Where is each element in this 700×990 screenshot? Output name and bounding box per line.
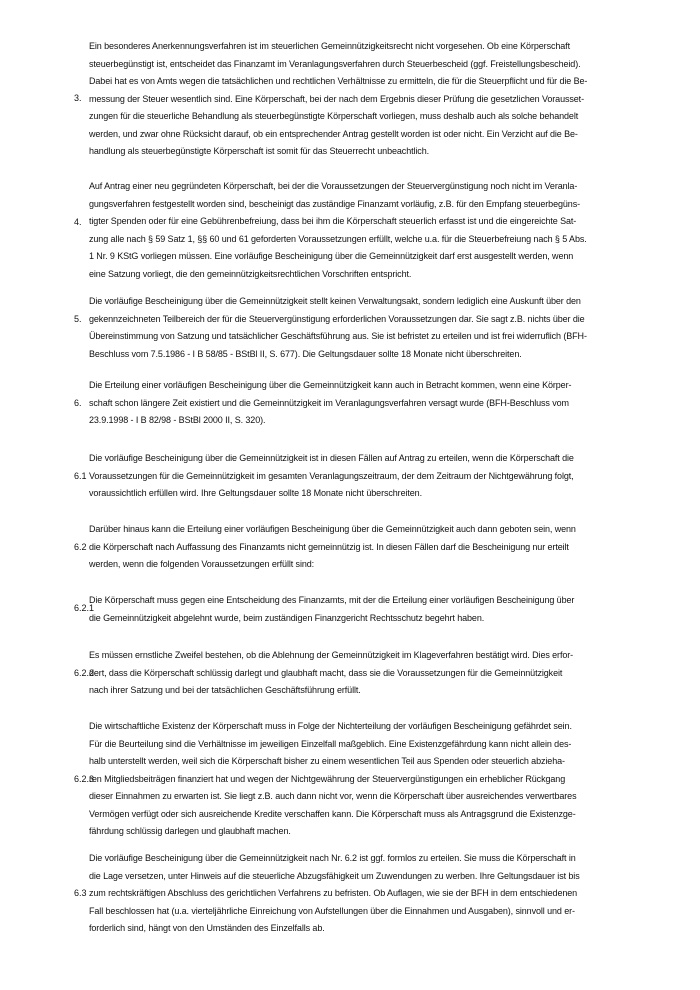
text-line: die Lage versetzen, unter Hinweis auf die steuerliche Abzugsfähigkeit um Zuwendungen zu werben. Ihre Geltungsdauer ist bis <box>89 870 580 881</box>
text-line: messung der Steuer wesentlich sind. Eine Körperschaft, bei der nach dem Ergebnis dieser Prüfung die gesetzlichen Vorausset- <box>89 93 584 104</box>
text-line: 23.9.1998 - I B 82/98 - BStBl 2000 II, S. 320). <box>89 415 266 425</box>
text-line: dieser Einnahmen zu erwarten ist. Sie liegt z.B. auch dann nicht vor, wenn die Körperschaft über ausreichendes verwertbares <box>89 791 577 801</box>
text-line: Beschluss vom 7.5.1986 - I B 58/85 - BStBl II, S. 677). Die Geltungsdauer sollte 18 Monate nicht überschreiten. <box>89 348 522 359</box>
text-line: Dabei hat es von Amts wegen die tatsächlichen und rechtlichen Verhältnisse zu ermitteln, die für die Steuerpflicht und für die Be- <box>89 76 588 86</box>
text-line: eine Satzung vorliegt, die den gemeinnützigkeitsrechtlichen Vorschriften entspricht. <box>89 268 412 279</box>
section-text <box>89 592 625 627</box>
section-number: 6.2.2 <box>74 668 95 678</box>
text-line: Vermögen verfügt oder sich ausreichende Kredite verschaffen kann. Die Körperschaft muss als Antragsgrund die Existenzge- <box>89 808 576 819</box>
section-text <box>89 718 625 841</box>
text-line: steuerbegünstigt ist, entscheidet das Finanzamt im Veranlagungsverfahren durch Steuerbescheid (ggf. Freistellungsbescheid). <box>89 58 581 69</box>
section-text <box>89 521 625 574</box>
text-line: nach ihrer Satzung und bei der tatsächlichen Geschäftsführung erfüllt. <box>89 685 361 695</box>
text-line: tigter Spenden oder für eine Gebührenbefreiung, dass bei ihm die Körperschaft steuerlich erfasst ist und die eingereichte Sat- <box>89 216 577 226</box>
section-text <box>89 450 625 503</box>
text-line: schaft schon längere Zeit existiert und die Gemeinnützigkeit im Veranlagungsverfahren versagt wurde (BFH-Beschluss vom <box>89 397 569 408</box>
section-number: 3. <box>74 93 82 103</box>
text-line: gekennzeichneten Teilbereich der für die Steuervergünstigung erforderlichen Voraussetzungen dar. Sie sagt z.B. nichts über die <box>89 313 585 324</box>
text-line: Darüber hinaus kann die Erteilung einer vorläufigen Bescheinigung über die Gemeinnützigkeit auch dann geboten sein, wenn <box>89 524 576 534</box>
text-line: Für die Beurteilung sind die Verhältnisse im jeweiligen Einzelfall maßgeblich. Eine Existenzgefährdung kann nicht allein des- <box>89 738 572 749</box>
section-text <box>89 647 625 700</box>
section-number: 6.1 <box>74 471 87 481</box>
text-line: halb unterstellt werden, weil sich die Körperschaft bisher zu einem wesentlichen Teil aus Spenden oder steuerlich abzieha- <box>89 756 565 766</box>
text-line: Fall beschlossen hat (u.a. vierteljährliche Einreichung von Aufstellungen über die Einnahmen und Ausgaben), sinnvoll und er- <box>89 905 575 916</box>
section-text <box>89 850 625 938</box>
section-text <box>89 178 625 283</box>
section-number: 4. <box>74 217 82 227</box>
text-line: zung alle nach § 59 Satz 1, §§ 60 und 61 geforderten Voraussetzungen erfüllt, welche u.a. für die Steuerbefreiung nach § 5 Abs. <box>89 233 587 244</box>
section-number: 6.2 <box>74 542 87 552</box>
text-line: 1 Nr. 9 KStG vorliegen müssen. Eine vorläufige Bescheinigung über die Gemeinnützigkeit darf erst ausgestellt werden, wenn <box>89 251 574 261</box>
text-line: Übereinstimmung von Satzung und tatsächlicher Geschäftsführung aus. Sie ist befristet zu erteilen und ist frei widerruflich (BFH- <box>89 331 587 341</box>
section-text <box>89 38 625 161</box>
text-line: voraussichtlich erfüllen wird. Ihre Geltungsdauer sollte 18 Monate nicht überschreiten. <box>89 488 422 498</box>
text-line: gungsverfahren festgestellt worden sind, bescheinigt das zuständige Finanzamt vorläufig, z.B. für den Empfang steuerbegüns- <box>89 198 580 209</box>
text-line: handlung als steuerbegünstigte Körperschaft ist somit für das Steuerrecht unbeachtlich. <box>89 146 430 156</box>
text-line: fährdung schlüssig darlegen und glaubhaft machen. <box>89 826 291 836</box>
text-line: werden, und zwar ohne Rücksicht darauf, ob ein entsprechender Antrag gestellt worden ist oder nicht. Ein Verzicht auf die Be- <box>89 128 578 139</box>
text-line: Voraussetzungen für die Gemeinnützigkeit im gesamten Veranlagungszeitraum, der dem Zeitraum der Nichtgewährung folgt, <box>89 470 574 481</box>
section-number: 5. <box>74 314 82 324</box>
text-line: die Körperschaft nach Auffassung des Finanzamts nicht gemeinnützig ist. In diesen Fällen darf die Bescheinigung nur erteilt <box>89 541 569 552</box>
text-line: zum rechtskräftigen Abschluss des gerichtlichen Verfahrens zu befristen. Ob Auflagen, wie sie der BFH in dem entschiedenen <box>89 888 578 898</box>
text-line: zungen für die steuerliche Behandlung als steuerbegünstigte Körperschaft vorliegen, muss deshalb auch als solche behandelt <box>89 111 579 121</box>
text-line: Die vorläufige Bescheinigung über die Gemeinnützigkeit ist in diesen Fällen auf Antrag zu erteilen, wenn die Körperschaft die <box>89 453 574 463</box>
section-number: 6.2.3 <box>74 774 95 784</box>
text-line: Die vorläufige Bescheinigung über die Gemeinnützigkeit stellt keinen Verwaltungsakt, sondern lediglich eine Auskunft über den <box>89 296 581 306</box>
text-line: forderlich sind, hängt von den Umständen des Einzelfalls ab. <box>89 923 325 933</box>
text-line: dert, dass die Körperschaft schlüssig darlegt und glaubhaft macht, dass sie die Voraussetzungen für die Gemeinnützigkeit <box>89 667 563 678</box>
section-number: 6. <box>74 398 82 408</box>
text-line: ren Mitgliedsbeiträgen finanziert hat und wegen der Nichtgewährung der Steuervergünstigungen ein erheblicher Rückgang <box>89 773 566 784</box>
text-line: Auf Antrag einer neu gegründeten Körperschaft, bei der die Voraussetzungen der Steuervergünstigung noch nicht im Veranla- <box>89 181 578 191</box>
text-line: Die wirtschaftliche Existenz der Körperschaft muss in Folge der Nichterteilung der vorläufigen Bescheinigung gefährdet sein. <box>89 721 572 731</box>
text-line: Die Erteilung einer vorläufigen Bescheinigung über die Gemeinnützigkeit kann auch in Betracht kommen, wenn eine Körper- <box>89 380 572 390</box>
section-text <box>89 377 625 430</box>
text-line: werden, wenn die folgenden Voraussetzungen erfüllt sind: <box>89 559 315 569</box>
text-line: Es müssen ernstliche Zweifel bestehen, ob die Ablehnung der Gemeinnützigkeit im Klageverfahren bestätigt wird. Dies erfor- <box>89 650 574 660</box>
section-number: 6.3 <box>74 888 87 898</box>
text-line: die Gemeinnützigkeit abgelehnt wurde, beim zuständigen Finanzgericht Rechtsschutz begehrt haben. <box>89 612 485 623</box>
section-text <box>89 293 625 363</box>
section-number: 6.2.1 <box>74 603 95 613</box>
text-line: Ein besonderes Anerkennungsverfahren ist im steuerlichen Gemeinnützigkeitsrecht nicht vorgesehen. Ob eine Körperschaft <box>89 41 570 51</box>
text-line: Die Körperschaft muss gegen eine Entscheidung des Finanzamts, mit der die Erteilung einer vorläufigen Bescheinigung über <box>89 595 575 605</box>
text-line: Die vorläufige Bescheinigung über die Gemeinnützigkeit nach Nr. 6.2 ist ggf. formlos zu erteilen. Sie muss die Körperschaft in <box>89 853 576 863</box>
